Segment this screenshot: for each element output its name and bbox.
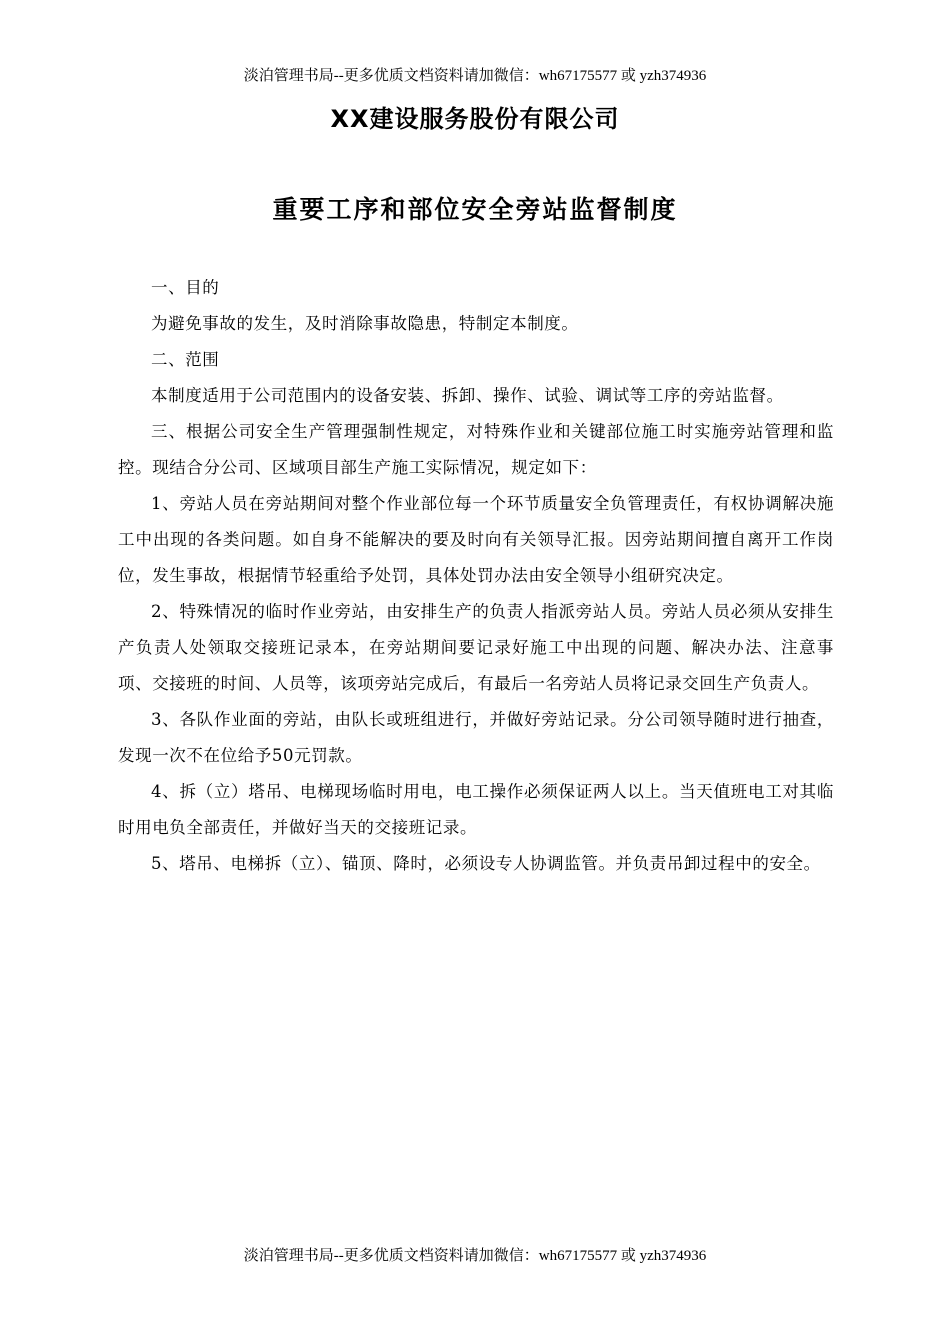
paragraph-rule-2: 2、特殊情况的临时作业旁站，由安排生产的负责人指派旁站人员。旁站人员必须从安排生产负责人处领取交接班记录本，在旁站期间要记录好施工中出现的问题、解决办法、注意事项、交接班的时间、人员等，该项旁站完成后，有最后一名旁站人员将记录交回生产负责人。: [118, 602, 834, 693]
paragraph-purpose: 为避免事故的发生，及时消除事故隐患，特制定本制度。: [151, 314, 579, 333]
paragraph-rule-5: 5、塔吊、电梯拆（立）、锚顶、降时，必须设专人协调监管。并负责吊卸过程中的安全。: [151, 854, 821, 873]
document-title: 重要工序和部位安全旁站监督制度: [272, 195, 678, 224]
company-title: XX建设服务股份有限公司: [330, 105, 620, 133]
footer-note: 淡泊管理书局--更多优质文档资料请加微信：wh67175577 或 yzh374936: [243, 1248, 707, 1264]
paragraph-section-three: 三、根据公司安全生产管理强制性规定，对特殊作业和关键部位施工时实施旁站管理和监控。现结合分公司、区域项目部生产施工实际情况，规定如下：: [118, 422, 834, 477]
section-heading-purpose: 一、目的: [151, 278, 220, 297]
paragraph-rule-1: 1、旁站人员在旁站期间对整个作业部位每一个环节质量安全负管理责任，有权协调解决施工中出现的各类问题。如自身不能解决的要及时向有关领导汇报。因旁站期间擅自离开工作岗位，发生事故，根据情节轻重给予处罚，具体处罚办法由安全领导小组研究决定。: [118, 494, 834, 585]
document-body: [118, 270, 834, 882]
paragraph-rule-3: 3、各队作业面的旁站，由队长或班组进行，并做好旁站记录。分公司领导随时进行抽查，发现一次不在位给予50元罚款。: [118, 710, 834, 765]
paragraph-scope: 本制度适用于公司范围内的设备安装、拆卸、操作、试验、调试等工序的旁站监督。: [151, 386, 784, 405]
section-heading-scope: 二、范围: [151, 350, 220, 369]
header-note: 淡泊管理书局--更多优质文档资料请加微信：wh67175577 或 yzh374936: [243, 68, 707, 84]
paragraph-rule-4: 4、拆（立）塔吊、电梯现场临时用电，电工操作必须保证两人以上。当天值班电工对其临时用电负全部责任，并做好当天的交接班记录。: [118, 782, 834, 837]
